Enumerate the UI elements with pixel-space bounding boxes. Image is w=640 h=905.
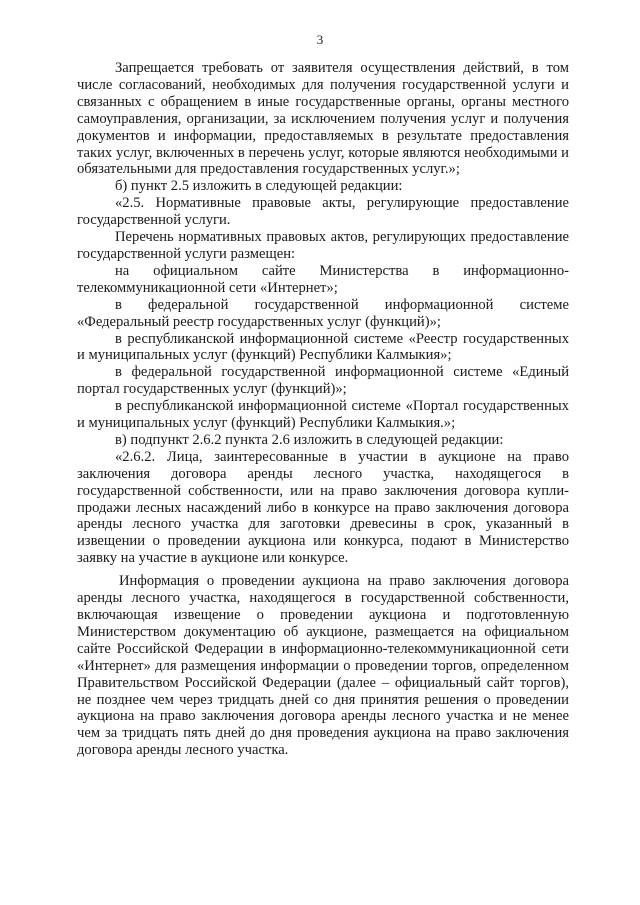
paragraph-item-v: в) подпункт 2.6.2 пункта 2.6 изложить в следующей редакции: <box>115 431 504 448</box>
page-number: 3 <box>316 32 324 47</box>
paragraph-republic-portal: в республиканской информационной системе «Портал государственных и муниципальных услуг (функций) Республики Калмыкия.»; <box>77 398 569 432</box>
paragraph-prohibition: Запрещается требовать от заявителя осуществления действий, в том числе согласований, необходимых для получения государственной услуги и связанных с обращением в иные государственные органы, органы местного самоуправления, организации, за исключением получения услуг и получения документов и информации, предоставляемых в результате предоставления таких услуг, включенных в перечень услуг, которые являются необходимыми и обязательными для предоставления государственных услуг.»; <box>77 60 569 178</box>
paragraph-acts-list-intro: Перечень нормативных правовых актов, регулирующих предоставление государственной услуги размещен: <box>77 229 569 262</box>
paragraph-ministry-site: на официальном сайте Министерства в информационно-телекоммуникационной сети «Интернет»; <box>77 262 569 296</box>
paragraph-2-5-heading: «2.5. Нормативные правовые акты, регулирующие предоставление государственной услуги. <box>77 195 569 229</box>
document-body <box>77 60 569 759</box>
paragraph-auction-information: Информация о проведении аукциона на право заключения договора аренды лесного участка, находящегося в государственной собственности, включающая извещение о проведении аукциона и подготовленную Министерством документацию об аукционе, размещается на официальном сайте Российской Федерации в информационно-телекоммуникационной сети «Интернет» для размещения информации о проведении торгов, определенном Правительством Российской Федерации (далее – официальный сайт торгов), не позднее чем через тридцать дней со дня принятия решения о проведении аукциона на право заключения договора аренды лесного участка и не менее чем за тридцать пять дней до дня проведения аукциона на право заключения договора аренды лесного участка. <box>77 573 569 759</box>
paragraph-federal-registry: в федеральной государственной информационной системе «Федеральный реестр государственных услуг (функций)»; <box>77 296 569 330</box>
paragraph-unified-portal: в федеральной государственной информационной системе «Единый портал государственных услуг (функций)»; <box>77 364 569 398</box>
paragraph-republic-registry: в республиканской информационной системе «Реестр государственных и муниципальных услуг (функций) Республики Калмыкия»; <box>77 330 569 364</box>
paragraph-item-b: б) пункт 2.5 изложить в следующей редакции: <box>115 178 403 195</box>
paragraph-2-6-2: «2.6.2. Лица, заинтересованные в участии в аукционе на право заключения договора аренды лесного участка, находящегося в государственной собственности, или на право заключения договора купли-продажи лесных насаждений либо в конкурсе на право заключения договора аренды лесного участка для заготовки древесины в срок, указанный в извещении о проведении аукциона или конкурса, подают в Министерство заявку на участие в аукционе или конкурсе. <box>77 448 569 567</box>
